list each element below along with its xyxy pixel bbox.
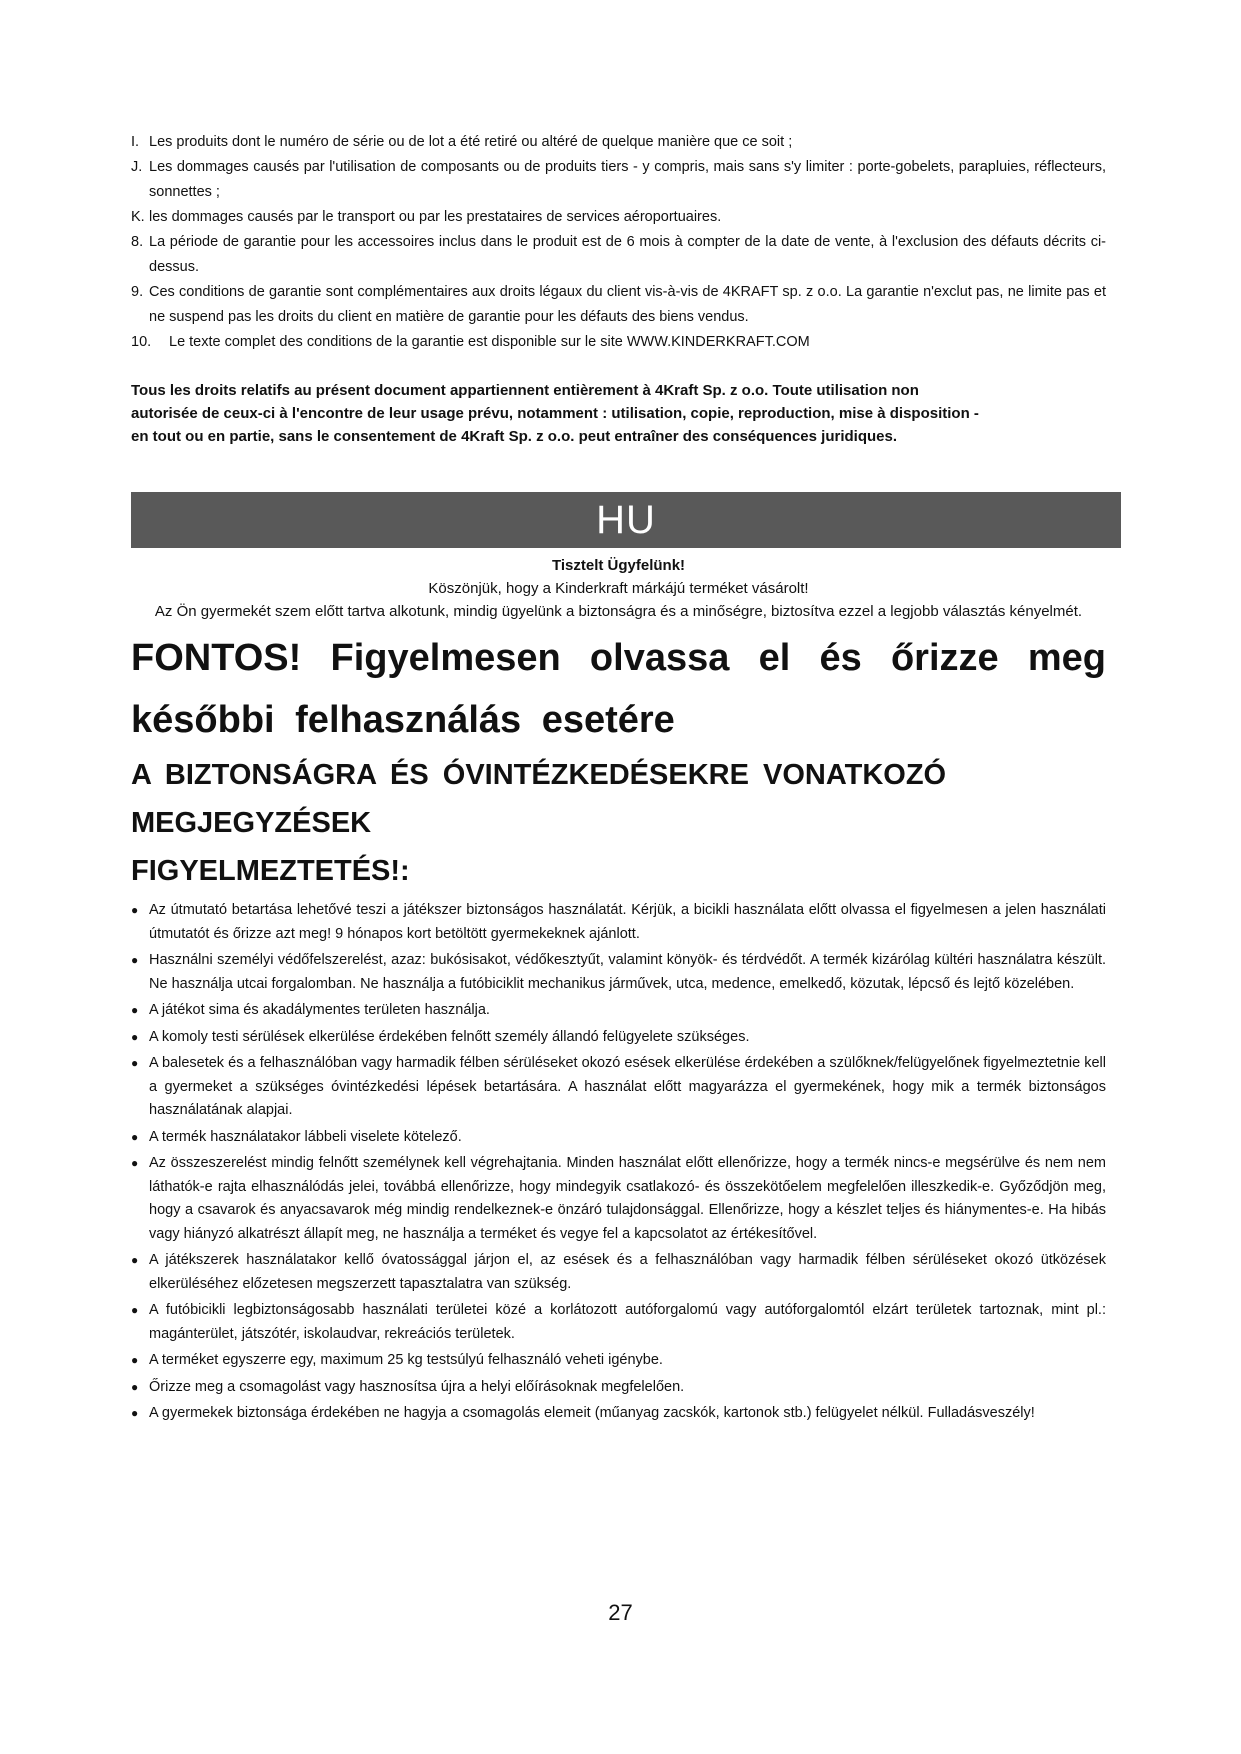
warning-item — [131, 1349, 1106, 1373]
bullet-icon: ● — [131, 1056, 139, 1070]
warning-item — [131, 1152, 1106, 1246]
warning-title: FIGYELMEZTETÉS!: — [131, 855, 410, 887]
warning-text: A gyermekek biztonsága érdekében ne hagyja a csomagolás elemeit (műanyag zacskók, kartonok stb.) felügyelet nélkül. Fulladásveszély! — [149, 1405, 1035, 1421]
language-section-banner: HU — [131, 492, 1121, 548]
warning-text: A játékszerek használatakor kellő óvatossággal járjon el, az esések és a felhasználóban vagy harmadik félben sérüléseket okozó ütközések elkerüléséhez előzetesen megszerzett tapasztalatra van szükség. — [149, 1252, 1106, 1292]
list-item-text: La période de garantie pour les accessoires inclus dans le produit est de 6 mois à compter de la date de vente, à l'exclusion des défauts décrits ci-dessus. — [149, 234, 1106, 275]
bullet-icon: ● — [131, 953, 139, 967]
warning-item — [131, 949, 1106, 996]
list-item — [131, 280, 1106, 330]
warning-text: A termék használatakor lábbeli viselete kötelező. — [149, 1128, 462, 1145]
bullet-icon: ● — [131, 1129, 139, 1144]
warning-item — [131, 1126, 1106, 1150]
warning-item — [131, 899, 1106, 946]
list-item — [131, 130, 1106, 155]
page-number: 27 — [608, 1600, 633, 1625]
list-item — [131, 330, 1106, 355]
warning-item — [131, 999, 1106, 1023]
warning-text: A futóbicikli legbiztonságosabb használati területei közé a korlátozott autóforgalomú vagy autóforgalomtól elzárt területek tartoznak, mint pl.: magánterület, játszótér, iskolaudvar, rekreációs területek. — [149, 1302, 1106, 1342]
list-item-text: Ces conditions de garantie sont complémentaires aux droits légaux du client vis-à-vis de 4KRAFT sp. z o.o. La garantie n'exclut pas, ne limite pas et ne suspend pas les droits du client en matière de garantie pour les défauts des biens vendus. — [149, 284, 1106, 325]
warning-item — [131, 1249, 1106, 1296]
warning-text: Az útmutató betartása lehetővé teszi a játékszer biztonságos használatát. Kérjük, a bicikli használata előtt olvassa el figyelmesen a jelen használati útmutatót és őrizze azt meg! 9 hónapos kort betöltött gyermekeknek ajánlott. — [149, 902, 1106, 942]
bullet-icon: ● — [131, 1406, 139, 1420]
list-item — [131, 155, 1106, 205]
list-marker: K. — [131, 209, 145, 225]
warnings-list — [131, 899, 1106, 1426]
list-item-text: les dommages causés par le transport ou par les prestataires de services aéroportuaires. — [149, 209, 722, 225]
bullet-icon: ● — [131, 1303, 139, 1317]
warning-text: A balesetek és a felhasználóban vagy harmadik félben sérüléseket okozó esések elkerülése érdekében a szülőknek/felügyelőnek figyelmeztetnie kell a gyermeket a szükséges óvintézkedési lépések betartására. A használat előtt magyarázza el gyermekének, hogy mik a termék biztonságos használatának alapjai. — [149, 1055, 1106, 1118]
list-marker: J. — [131, 159, 143, 175]
warning-text: A komoly testi sérülések elkerülése érdekében felnőtt személy állandó felügyelete szükséges. — [149, 1028, 750, 1045]
bullet-icon: ● — [131, 1156, 139, 1170]
list-marker: 10. — [131, 334, 152, 350]
warning-item — [131, 1052, 1106, 1123]
bullet-icon: ● — [131, 1379, 139, 1394]
list-marker: 9. — [131, 284, 144, 300]
legal-notice: Tous les droits relatifs au présent document appartiennent entièrement à 4Kraft Sp. z o.o. Toute utilisation non autorisée de ceux-ci à l'encontre de leur usage prévu, notamment : utilisation, copie, reproduction, mise à disposition - en tout ou en partie, sans le consentement de 4Kraft Sp. z o.o. peut entraîner des conséquences juridiques. — [131, 382, 979, 445]
safety-subheading: A BIZTONSÁGRA ÉS ÓVINTÉZKEDÉSEKRE VONATKOZÓ MEGJEGYZÉSEK — [131, 759, 947, 839]
french-warranty-list — [131, 130, 1106, 355]
bullet-icon: ● — [131, 1353, 139, 1367]
bullet-icon: ● — [131, 1253, 139, 1267]
list-item-text: Le texte complet des conditions de la garantie est disponible sur le site WWW.KINDERKRAFT.COM — [169, 334, 810, 350]
warning-text: A terméket egyszerre egy, maximum 25 kg testsúlyú felhasználó veheti igénybe. — [149, 1352, 663, 1368]
document-page — [131, 130, 1106, 1429]
list-item — [131, 230, 1106, 280]
list-item-text: Les produits dont le numéro de série ou de lot a été retiré ou altéré de quelque manière que ce soit ; — [149, 134, 793, 150]
bullet-icon: ● — [131, 1003, 139, 1017]
warning-text: Használni személyi védőfelszerelést, azaz: bukósisakot, védőkesztyűt, valamint könyök- és térdvédőt. A termék kizárólag kültéri használatra készült. Ne használja utcai forgalomban. Ne használja a futóbiciklit mechanikus járművek, utca, medence, emelkedő, közutak, lépcső és lejtő közelében. — [149, 952, 1106, 992]
important-headline: FONTOS! Figyelmesen olvassa el és őrizze meg későbbi felhasználás esetére — [131, 637, 1106, 741]
warning-item — [131, 1376, 1106, 1400]
greeting-message: Az Ön gyermekét szem előtt tartva alkotunk, mindig ügyelünk a biztonságra és a minőségre, biztosítva ezzel a legjobb választás kényelmét. — [154, 603, 1083, 620]
greeting-block — [131, 554, 1106, 623]
warning-text: A játékot sima és akadálymentes területen használja. — [149, 1002, 490, 1018]
warning-text: Őrizze meg a csomagolást vagy hasznosítsa újra a helyi előírásoknak megfelelően. — [149, 1378, 685, 1395]
warning-text: Az összeszerelést mindig felnőtt személynek kell végrehajtania. Minden használat előtt ellenőrizze, hogy a termék nincs-e megsérülve és nem nem láthatók-e rajta elhasználódás jelei, továbbá ellenőrizze, hogy mindegyik csatlakozó- és összekötőelem megfelelően illeszkedik-e. Győződjön meg, hogy a csavarok és anyacsavarok még mindig rendelkeznek-e önzáró tulajdonsággal. Ellenőrizze, hogy a készlet teljes és hiánymentes-e. Ha hibás vagy hiányzó alkatrészt állapít meg, ne használja a terméket és vegye fel a kapcsolatot az értékesítővel. — [149, 1155, 1106, 1242]
list-item-text: Les dommages causés par l'utilisation de composants ou de produits tiers - y compris, mais sans s'y limiter : porte-gobelets, parapluies, réflecteurs, sonnettes ; — [149, 159, 1106, 200]
greeting-thanks: Köszönjük, hogy a Kinderkraft márkájú terméket vásárolt! — [428, 580, 809, 597]
list-marker: 8. — [131, 234, 144, 250]
greeting-salutation: Tisztelt Ügyfelünk! — [551, 557, 686, 574]
bullet-icon: ● — [131, 903, 139, 917]
warning-item — [131, 1402, 1106, 1426]
bullet-icon: ● — [131, 1029, 139, 1044]
warning-item — [131, 1299, 1106, 1346]
list-item — [131, 205, 1106, 230]
warning-item — [131, 1026, 1106, 1050]
list-marker: I. — [131, 134, 140, 150]
